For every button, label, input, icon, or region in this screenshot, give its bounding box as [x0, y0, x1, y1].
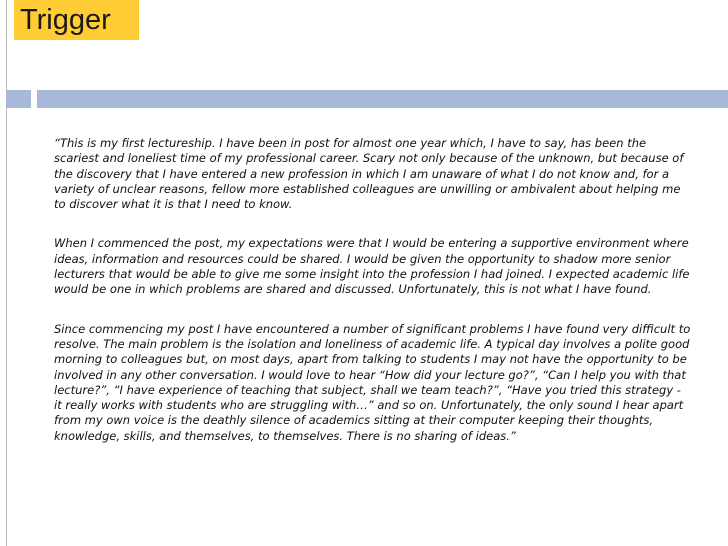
- divider-bar-left: [6, 90, 31, 108]
- left-edge-rule: [6, 0, 7, 546]
- paragraph-3: Since commencing my post I have encountered a number of significant problems I have found very difficult to resolve. The main problem is the isolation and loneliness of academic life. A typical day involves a polite good morning to colleagues but, on most days, apart from talking to students I may not have the opportunity to be involved in any other conversation. I would love to hear “How did your lecture go?”, “Can I help you with that lecture?”, “I have experience of teaching that subject, shall we team teach?”, “Have you tried this strategy - it really works with students who are struggling with…” and so on. Unfortunately, the only sound I hear apart from my own voice is the deathly silence of academics sitting at their computer keeping their thoughts, knowledge, skills, and themselves, to themselves. There is no sharing of ideas.”: [54, 321, 691, 443]
- quote-body: [54, 136, 692, 468]
- slide-title: Trigger: [14, 0, 139, 40]
- divider-bar-right: [37, 90, 728, 108]
- paragraph-2: When I commenced the post, my expectations were that I would be entering a supportive environment where ideas, information and resources could be shared. I would be given the opportunity to shadow more senior lecturers that would be able to give me some insight into the profession I had joined. I expected academic life would be one in which problems are shared and discussed. Unfortunately, this is not what I have found.: [54, 236, 690, 297]
- paragraph-1: “This is my first lectureship. I have been in post for almost one year which, I have to say, has been the scariest and loneliest time of my professional career. Scary not only because of the unknown, but because of the discovery that I have entered a new profession in which I am unaware of what I do not know and, for a variety of unclear reasons, fellow more established colleagues are unwilling or ambivalent about helping me to discover what it is that I need to know.: [54, 136, 684, 212]
